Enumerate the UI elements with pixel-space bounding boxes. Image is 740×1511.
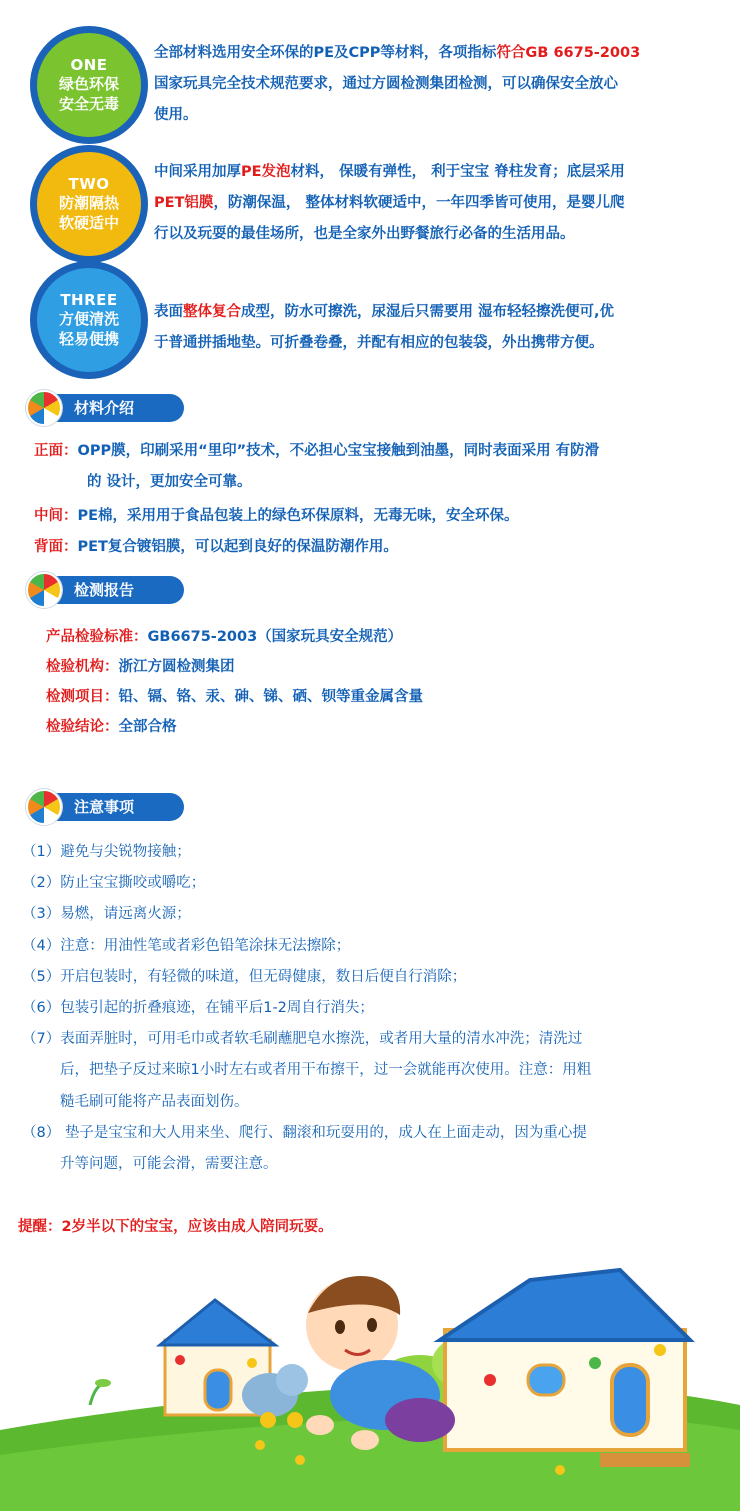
report-label: 检测项目： — [46, 689, 119, 705]
feature-run: ，防潮保温， 整体材料软硬适中，一年四季皆可使用，是婴儿爬 — [213, 195, 625, 211]
material-text: PE棉，采用用于食品包装上的绿色环保原料，无毒无味，安全环保。 — [77, 508, 519, 524]
section-title: 检测报告 — [44, 576, 184, 604]
badge-cn-line2: 轻易便携 — [58, 330, 119, 348]
note-item — [22, 962, 722, 993]
badge-cn-line1: 防潮隔热 — [58, 194, 119, 212]
note-text: （5）开启包装时，有轻微的味道，但无碍健康，数日后便自行消除； — [22, 968, 467, 985]
feature-badge-three — [30, 261, 148, 379]
feature-line — [154, 188, 726, 219]
badge-cn-line2: 软硬适中 — [58, 214, 119, 232]
flower — [255, 1440, 265, 1450]
material-label: 正面： — [34, 443, 78, 459]
report-list — [46, 622, 726, 742]
highlight-text: PE发泡 — [241, 164, 291, 180]
note-text-cont: 升等问题，可能会滑，需要注意。 — [60, 1156, 278, 1173]
material-item — [34, 532, 734, 563]
material-item — [34, 501, 734, 532]
material-label: 背面： — [34, 539, 78, 555]
report-text: 全部合格 — [118, 719, 177, 735]
note-item — [22, 837, 722, 868]
note-text: （4）注意：用油性笔或者彩色铅笔涂抹无法擦除； — [22, 937, 351, 954]
feature-run: 表面 — [154, 304, 183, 320]
feature-run: 全部材料选用安全环保的PE及CPP等材料，各项指标 — [154, 45, 497, 61]
feature-text — [154, 297, 726, 359]
feature-text — [154, 157, 726, 250]
note-text-cont: 糙毛刷可能将产品表面划伤。 — [60, 1093, 249, 1110]
badge-en-label: THREE — [60, 291, 118, 309]
beach-ball-icon — [26, 572, 62, 608]
note-text: （2）防止宝宝撕咬或嚼吃； — [22, 875, 206, 892]
feature-run: 于普通拼插地垫。可折叠卷叠，并配有相应的包装袋，外出携带方便。 — [154, 335, 604, 351]
notes-list — [22, 837, 722, 1180]
feature-run: 材料， 保暖有弹性， 利于宝宝 脊柱发育；底层采用 — [290, 164, 625, 180]
material-text: PET复合镀铝膜，可以起到良好的保温防潮作用。 — [77, 539, 398, 555]
material-list — [34, 436, 734, 563]
badge-cn-line2: 安全无毒 — [58, 95, 119, 113]
note-text-cont: 后，把垫子反过来晾1小时左右或者用干布擦干，过一会就能再次使用。注意：用粗 — [60, 1062, 592, 1079]
highlight-text: 符合GB 6675-2003 — [496, 45, 641, 61]
feature-line — [154, 38, 726, 69]
note-item — [22, 993, 722, 1024]
report-item — [46, 682, 726, 712]
section-title: 材料介绍 — [44, 394, 184, 422]
feature-badge-two — [30, 145, 148, 263]
note-text: （1）避免与尖锐物接触； — [22, 844, 191, 860]
material-label: 中间： — [34, 508, 78, 524]
note-item — [22, 899, 722, 930]
big-house — [440, 1270, 690, 1467]
section-title: 注意事项 — [44, 793, 184, 821]
report-label: 检验结论： — [46, 719, 119, 735]
feature-run: 行以及玩耍的最佳场所，也是全家外出野餐旅行必备的生活用品。 — [154, 226, 575, 242]
badge-en-label: TWO — [68, 175, 110, 193]
note-item — [22, 1118, 722, 1180]
sprout-leaf — [95, 1379, 111, 1387]
feature-line — [154, 157, 726, 188]
note-text: （7）表面弄脏时，可用毛巾或者软毛刷蘸肥皂水擦洗，或者用大量的清水冲洗；清洗过 — [22, 1031, 583, 1048]
section-header-report — [26, 572, 186, 606]
report-item — [46, 622, 726, 652]
feature-line — [154, 219, 726, 250]
report-item — [46, 712, 726, 742]
feature-line — [154, 328, 726, 359]
feature-line — [154, 297, 726, 328]
note-text: （3）易燃，请远离火源； — [22, 906, 191, 923]
note-item — [22, 868, 722, 899]
report-label: 产品检验标准： — [46, 629, 148, 645]
flower — [555, 1465, 565, 1475]
note-item — [22, 1024, 722, 1118]
feature-line — [154, 100, 726, 131]
feature-line — [154, 69, 726, 100]
playground-illustration — [0, 1255, 740, 1511]
report-label: 检验机构： — [46, 659, 119, 675]
report-text: 浙江方圆检测集团 — [118, 659, 235, 675]
section-header-notes — [26, 789, 186, 823]
badge-en-label: ONE — [70, 56, 108, 74]
feature-badge-one — [30, 26, 148, 144]
report-text: GB6675-2003（国家玩具安全规范） — [147, 629, 403, 645]
beach-ball-icon — [26, 789, 62, 825]
badge-cn-line1: 绿色环保 — [58, 75, 119, 93]
material-text-cont: 的 设计，更加安全可靠。 — [87, 474, 252, 490]
note-text: （6）包装引起的折叠痕迹，在铺平后1-2周自行消失； — [22, 1000, 374, 1017]
feature-run: 成型，防水可擦洗，尿湿后只需要用 湿布轻轻擦洗便可,优 — [241, 304, 615, 320]
feature-run: 使用。 — [154, 107, 198, 123]
note-item — [22, 931, 722, 962]
highlight-text: 整体复合 — [183, 304, 241, 320]
highlight-text: PET铝膜 — [154, 195, 214, 211]
report-text: 铅、镉、铬、汞、砷、锑、硒、钡等重金属含量 — [118, 689, 423, 705]
reminder-text: 提醒：2岁半以下的宝宝，应该由成人陪同玩耍。 — [18, 1219, 333, 1235]
material-item — [34, 436, 734, 498]
section-header-material — [26, 390, 186, 424]
material-text: OPP膜，印刷采用“里印”技术，不必担心宝宝接触到油墨，同时表面采用 有防滑 — [77, 443, 600, 459]
note-text: （8） 垫子是宝宝和大人用来坐、爬行、翻滚和玩耍用的，成人在上面走动，因为重心提 — [22, 1124, 587, 1141]
beach-ball-icon — [26, 390, 62, 426]
feature-text — [154, 38, 726, 131]
feature-run: 中间采用加厚 — [154, 164, 241, 180]
badge-cn-line1: 方便清洗 — [58, 310, 119, 328]
report-item — [46, 652, 726, 682]
flower — [295, 1455, 305, 1465]
feature-run: 国家玩具完全技术规范要求，通过方圆检测集团检测，可以确保安全放心 — [154, 76, 618, 92]
